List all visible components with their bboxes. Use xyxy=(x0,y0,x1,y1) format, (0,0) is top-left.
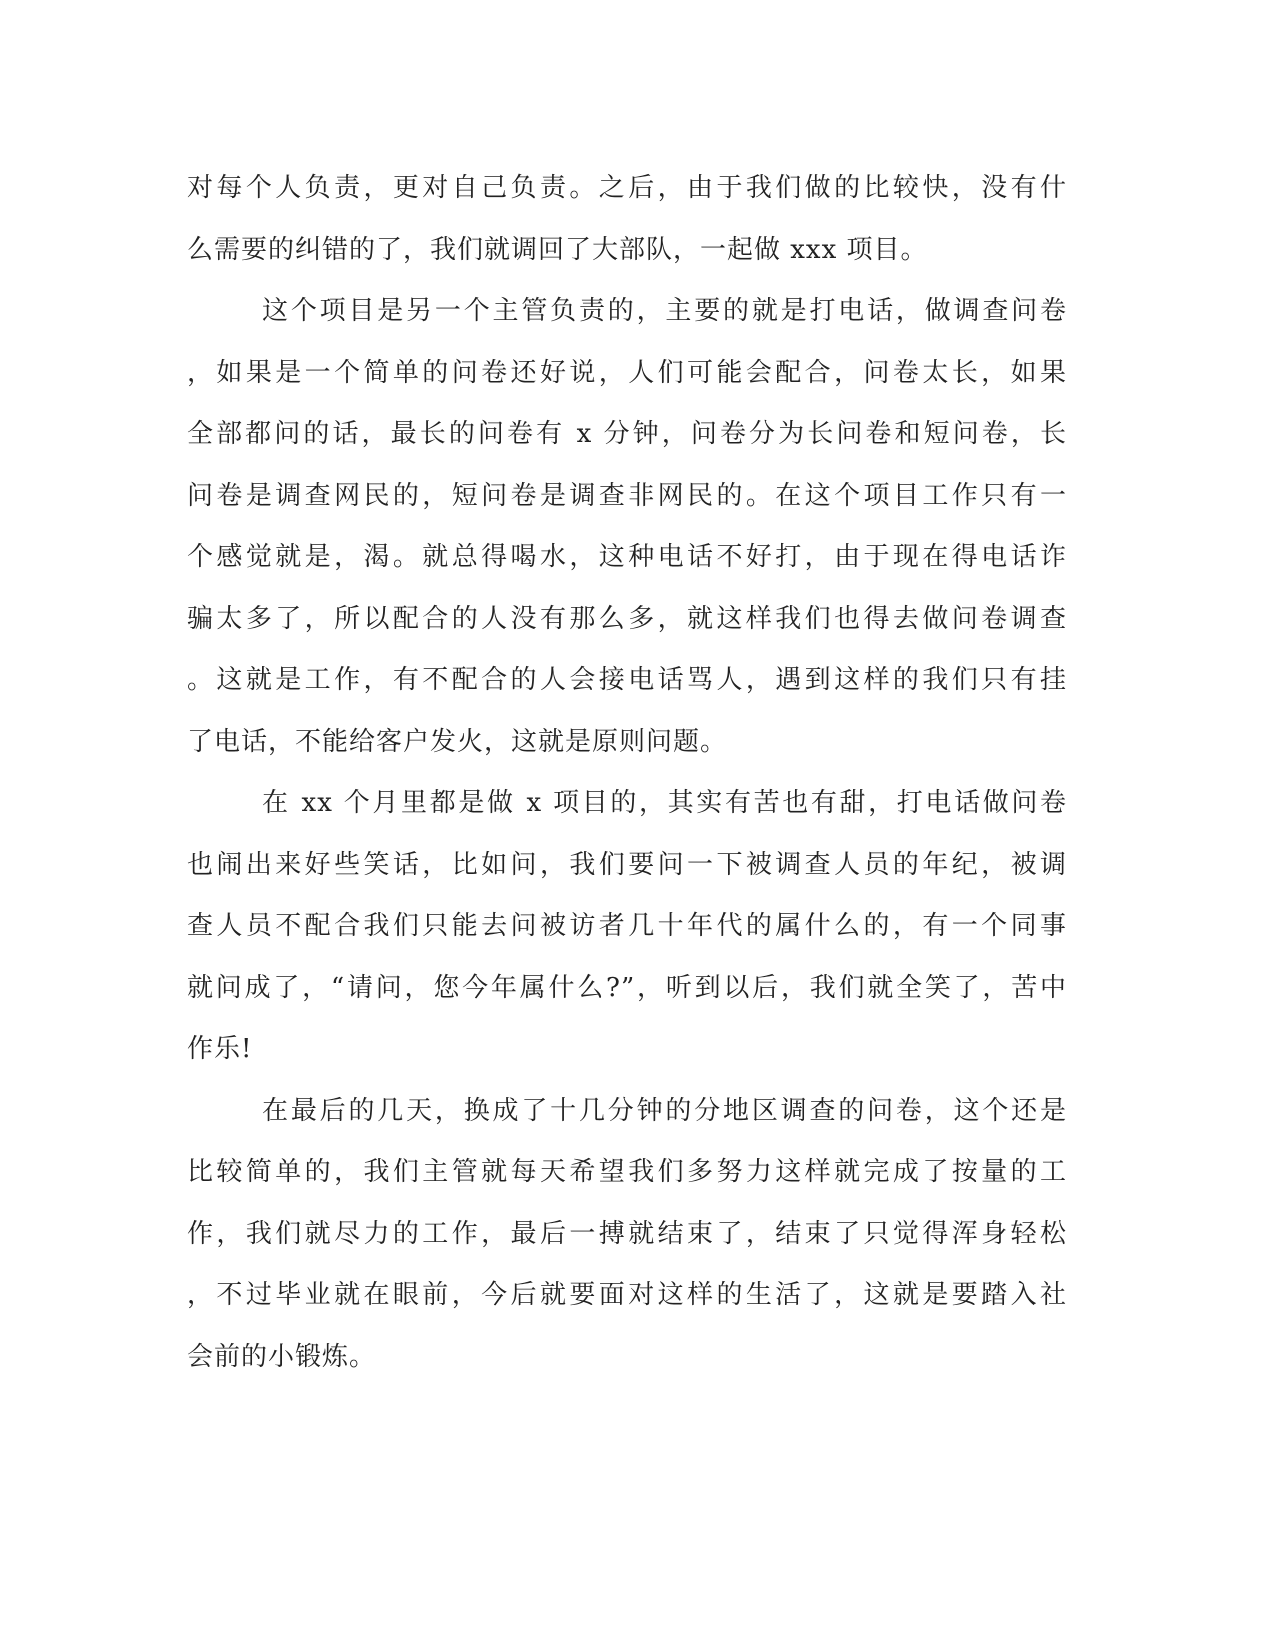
document-body xyxy=(187,158,1067,1388)
text-line: 骗太多了，所以配合的人没有那么多，就这样我们也得去做问卷调查 xyxy=(187,603,1067,634)
text-line: 查人员不配合我们只能去问被访者几十年代的属什么的，有一个同事 xyxy=(187,911,1067,941)
text-line: 了电话，不能给客户发火，这就是原则问题。 xyxy=(187,726,728,757)
text-line: 作乐! xyxy=(187,1034,253,1064)
paragraph-2 xyxy=(187,281,1067,773)
text-line: 在 xx 个月里都是做 x 项目的，其实有苦也有甜，打电话做问卷 xyxy=(262,788,1067,818)
text-line: 对每个人负责，更对自己负责。之后，由于我们做的比较快，没有什 xyxy=(187,173,1067,203)
text-line: 么需要的纠错的了，我们就调回了大部队，一起做 xxx 项目。 xyxy=(187,234,928,265)
text-line: 比较简单的，我们主管就每天希望我们多努力这样就完成了按量的工 xyxy=(187,1157,1067,1187)
text-line: 就问成了，“请问，您今年属什么?”，听到以后，我们就全笑了，苦中 xyxy=(187,972,1067,1003)
paragraph-4 xyxy=(187,1081,1067,1389)
text-line: 。这就是工作，有不配合的人会接电话骂人，遇到这样的我们只有挂 xyxy=(187,665,1067,695)
text-line: ，不过毕业就在眼前，今后就要面对这样的生活了，这就是要踏入社 xyxy=(187,1280,1067,1310)
text-line: 这个项目是另一个主管负责的，主要的就是打电话，做调查问卷 xyxy=(262,296,1067,326)
text-line: 全部都问的话，最长的问卷有 x 分钟，问卷分为长问卷和短问卷，长 xyxy=(187,419,1067,449)
text-line: 在最后的几天，换成了十几分钟的分地区调查的问卷，这个还是 xyxy=(262,1095,1067,1126)
text-line: 个感觉就是，渴。就总得喝水，这种电话不好打，由于现在得电话诈 xyxy=(187,542,1067,572)
paragraph-1 xyxy=(187,158,1067,281)
text-line: ，如果是一个简单的问卷还好说，人们可能会配合，问卷太长，如果 xyxy=(187,357,1067,388)
text-line: 也闹出来好些笑话，比如问，我们要问一下被调查人员的年纪，被调 xyxy=(187,849,1067,880)
text-line: 问卷是调查网民的，短问卷是调查非网民的。在这个项目工作只有一 xyxy=(187,480,1067,511)
text-line: 会前的小锻炼。 xyxy=(187,1341,377,1372)
text-line: 作，我们就尽力的工作，最后一搏就结束了，结束了只觉得浑身轻松 xyxy=(187,1218,1067,1249)
paragraph-3 xyxy=(187,773,1067,1081)
